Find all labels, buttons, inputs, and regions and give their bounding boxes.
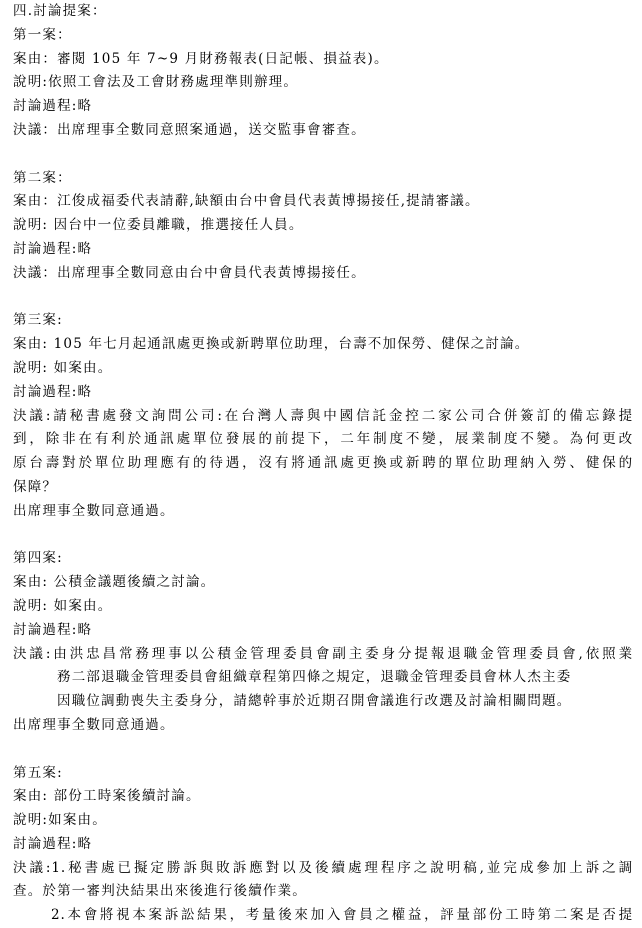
case-title: 第一案： — [13, 24, 633, 48]
case-resolution: 決議：出席理事全數同意由台中會員代表黃博揚接任。 — [13, 262, 633, 286]
case-subject: 案由: 105 年七月起通訊處更換或新聘單位助理，台壽不加保勞、健保之討論。 — [13, 333, 633, 357]
case-resolution-line: 原台壽對於單位助理應有的待遇，沒有將通訊處更換或新聘的單位助理納入勞、健保的 — [13, 452, 633, 476]
case-resolution-line: 查。於第一審判決結果出來後進行後續作業。 — [13, 880, 633, 904]
case-title: 第五案: — [13, 762, 633, 786]
case-explanation: 說明:如案由。 — [13, 809, 633, 833]
case-title: 第三案: — [13, 309, 633, 333]
case-3 — [13, 309, 633, 523]
spacer — [13, 738, 633, 762]
case-process: 討論過程:略 — [13, 619, 633, 643]
meeting-minutes-document — [13, 0, 633, 928]
case-resolution-line: 因職位調動喪失主委身分，請總幹事於近期召開會議進行改選及討論相關問題。 — [13, 690, 633, 714]
case-explanation: 說明: 如案由。 — [13, 595, 633, 619]
case-explanation: 說明:依照工會法及工會財務處理準則辦理。 — [13, 71, 633, 95]
case-result: 出席理事全數同意通過。 — [13, 500, 633, 524]
case-title: 第四案: — [13, 547, 633, 571]
case-resolution-line: 保障？ — [13, 476, 633, 500]
case-process: 討論過程:略 — [13, 95, 633, 119]
case-subject: 案由：審閱 105 年 7~9 月財務報表(日記帳、損益表)。 — [13, 48, 633, 72]
case-process: 討論過程:略 — [13, 238, 633, 262]
case-resolution: 決議：出席理事全數同意照案通過，送交監事會審查。 — [13, 119, 633, 143]
case-explanation: 說明: 如案由。 — [13, 357, 633, 381]
spacer — [13, 143, 633, 167]
case-subject: 案由: 部份工時案後續討論。 — [13, 785, 633, 809]
case-resolution-line: 決議:請秘書處發文詢問公司:在台灣人壽與中國信託金控二家公司合併簽訂的備忘錄提 — [13, 405, 633, 429]
case-5 — [13, 762, 633, 928]
case-resolution-line: 決議:由洪忠昌常務理事以公積金管理委員會副主委身分提報退職金管理委員會,依照業 — [13, 643, 633, 667]
spacer — [13, 286, 633, 310]
case-resolution-line: 2.本會將視本案訴訟結果，考量後來加入會員之權益，評量部份工時第二案是否提 — [13, 904, 633, 928]
case-resolution-line: 決議:1.秘書處已擬定勝訴與敗訴應對以及後續處理程序之說明稿,並完成參加上訴之調 — [13, 857, 633, 881]
case-4 — [13, 547, 633, 737]
case-process: 討論過程:略 — [13, 833, 633, 857]
case-result: 出席理事全數同意通過。 — [13, 714, 633, 738]
spacer — [13, 524, 633, 548]
case-2 — [13, 167, 633, 286]
case-subject: 案由: 公積金議題後續之討論。 — [13, 571, 633, 595]
case-explanation: 說明: 因台中一位委員離職，推選接任人員。 — [13, 214, 633, 238]
case-1 — [13, 24, 633, 143]
case-resolution-line: 務二部退職金管理委員會組織章程第四條之規定，退職金管理委員會林人杰主委 — [13, 666, 633, 690]
section-title: 四.討論提案： — [13, 0, 633, 24]
case-process: 討論過程:略 — [13, 381, 633, 405]
case-subject: 案由：江俊成福委代表請辭,缺額由台中會員代表黃博揚接任,提請審議。 — [13, 190, 633, 214]
case-resolution-line: 到，除非在有利於通訊處單位發展的前提下，二年制度不變，展業制度不變。為何更改 — [13, 428, 633, 452]
case-title: 第二案： — [13, 167, 633, 191]
